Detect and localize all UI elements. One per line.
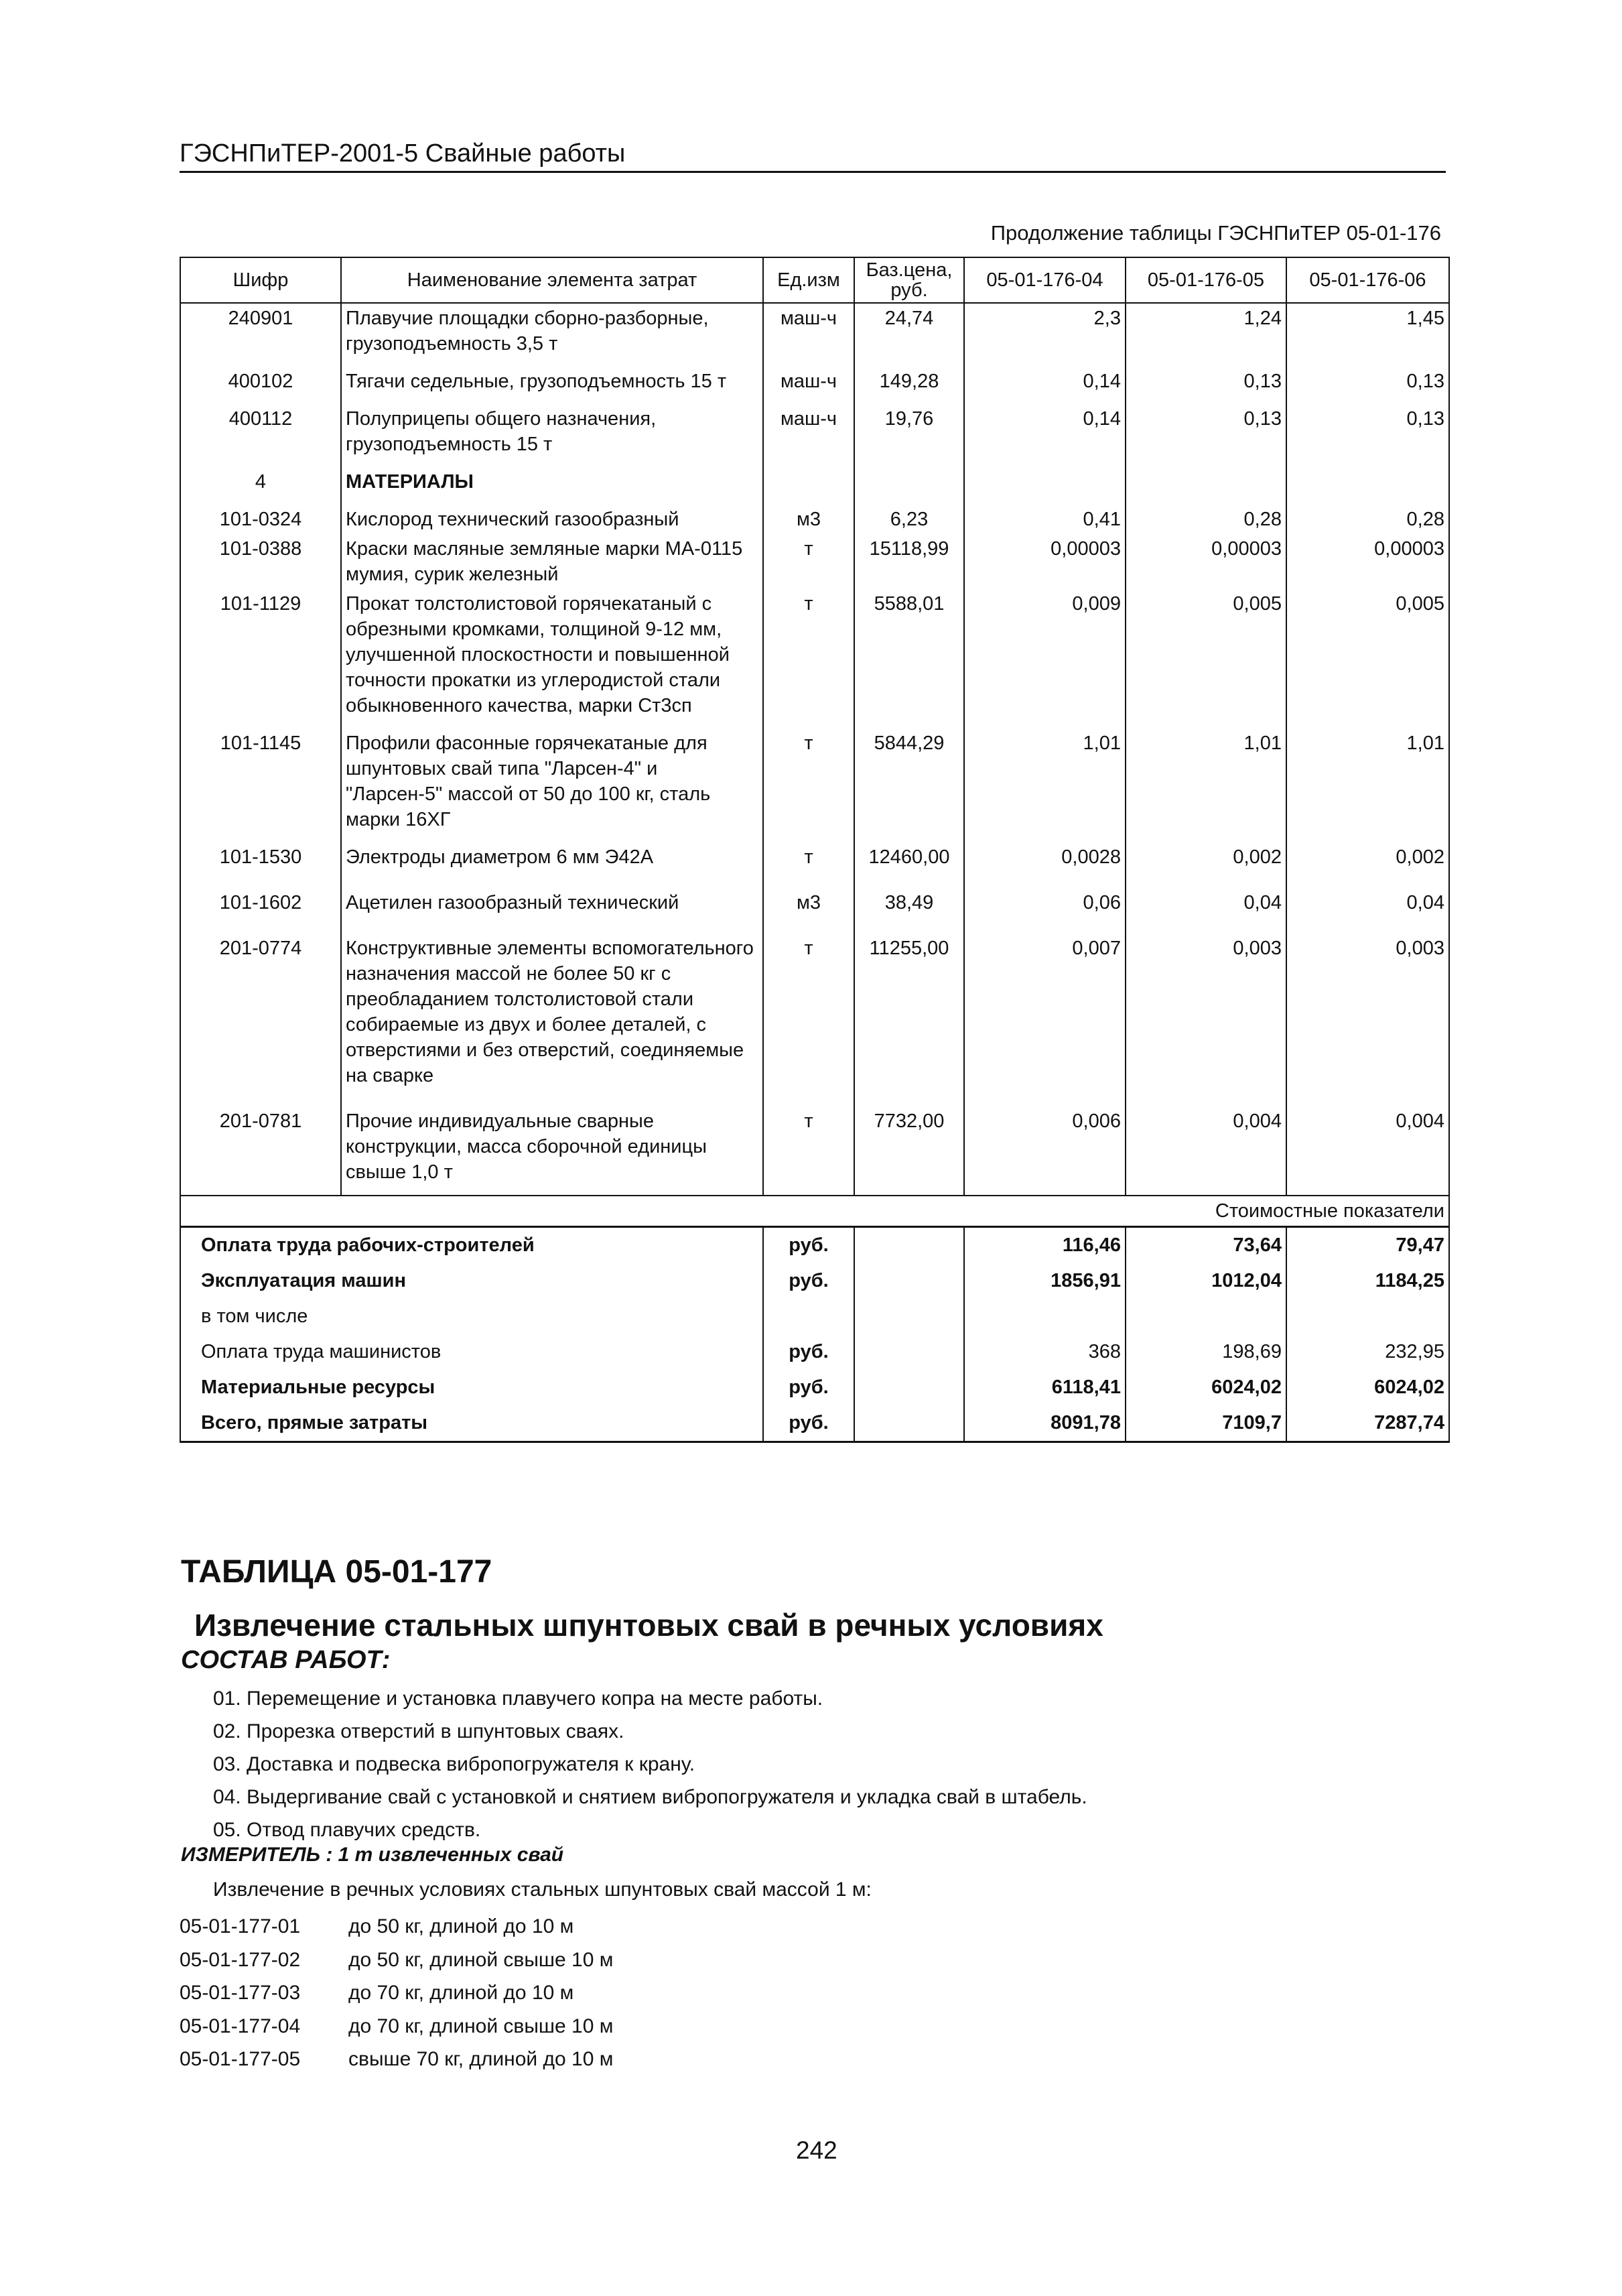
page-number: 242 (796, 2136, 837, 2164)
sostav-label: СОСТАВ РАБОТ: (181, 1646, 391, 1674)
row-value: 0,007 (964, 934, 1126, 1106)
row-value: 0,005 (1126, 589, 1286, 728)
row-price: 12460,00 (854, 842, 964, 888)
table-header-row (180, 257, 1449, 303)
work-item: 01. Перемещение и установка плавучего копра на месте работы. (213, 1687, 823, 1710)
row-code: 101-1602 (180, 888, 341, 934)
row-unit: т (763, 728, 854, 842)
row-value: 0,28 (1126, 505, 1286, 534)
cost-value: 6118,41 (964, 1370, 1126, 1405)
code-list (180, 1910, 613, 2076)
row-price: 149,28 (854, 367, 964, 404)
table-row (180, 888, 1449, 934)
cost-value: 79,47 (1286, 1227, 1449, 1264)
row-value: 0,14 (964, 404, 1126, 467)
cost-value: 368 (964, 1334, 1126, 1370)
row-value: 0,009 (964, 589, 1126, 728)
column-header: 05-01-176-06 (1286, 257, 1449, 303)
row-unit: м3 (763, 888, 854, 934)
row-code: 101-0324 (180, 505, 341, 534)
resource-table (180, 257, 1450, 1443)
cost-unit (763, 1299, 854, 1334)
row-unit: т (763, 589, 854, 728)
row-name: Тягачи седельные, грузоподъемность 15 т (341, 367, 763, 404)
column-header: 05-01-176-04 (964, 257, 1126, 303)
row-code: 240901 (180, 303, 341, 367)
row-code: 101-1129 (180, 589, 341, 728)
cost-value (1286, 1299, 1449, 1334)
row-unit: т (763, 534, 854, 589)
row-name: Электроды диаметром 6 мм Э42А (341, 842, 763, 888)
row-value: 0,006 (964, 1106, 1126, 1196)
row-price (854, 467, 964, 505)
row-value (964, 467, 1126, 505)
row-name: Прокат толстолистовой горячекатаный с обрезными кромками, толщиной 9-12 мм, улучшенной плоскостности и повышенной точности прокатки из углеродистой стали обыкновенного качества, марки Ст3сп (341, 589, 763, 728)
code-description: до 50 кг, длиной свыше 10 м (348, 1948, 614, 1971)
cost-value: 6024,02 (1126, 1370, 1286, 1405)
cost-row (180, 1263, 1449, 1299)
row-value: 1,01 (1126, 728, 1286, 842)
row-price: 6,23 (854, 505, 964, 534)
row-value: 1,01 (1286, 728, 1449, 842)
row-value: 0,13 (1126, 404, 1286, 467)
column-header: Ед.изм (763, 257, 854, 303)
row-price: 5588,01 (854, 589, 964, 728)
column-header: 05-01-176-05 (1126, 257, 1286, 303)
code-item (180, 1976, 613, 2010)
cost-value (964, 1299, 1126, 1334)
row-name: МАТЕРИАЛЫ (341, 467, 763, 505)
table-row (180, 534, 1449, 589)
row-value: 1,24 (1126, 303, 1286, 367)
code-number: 05-01-177-03 (180, 1982, 301, 2004)
row-price: 15118,99 (854, 534, 964, 589)
row-price: 7732,00 (854, 1106, 964, 1196)
row-value: 0,13 (1126, 367, 1286, 404)
row-value: 0,002 (1126, 842, 1286, 888)
row-value: 0,04 (1126, 888, 1286, 934)
row-value: 0,003 (1126, 934, 1286, 1106)
row-code: 201-0781 (180, 1106, 341, 1196)
row-value: 0,0028 (964, 842, 1126, 888)
row-price: 5844,29 (854, 728, 964, 842)
cost-name: Всего, прямые затраты (180, 1405, 763, 1442)
row-price: 19,76 (854, 404, 964, 467)
cost-name: Оплата труда машинистов (180, 1334, 763, 1370)
table-row (180, 1106, 1449, 1196)
row-code: 101-0388 (180, 534, 341, 589)
row-value: 0,003 (1286, 934, 1449, 1106)
row-value: 1,01 (964, 728, 1126, 842)
row-name: Кислород технический газообразный (341, 505, 763, 534)
table-row (180, 505, 1449, 534)
cost-value: 1012,04 (1126, 1263, 1286, 1299)
cost-blank-cell (854, 1405, 964, 1442)
table-body (180, 303, 1449, 1196)
row-name: Профили фасонные горячекатаные для шпунтовых свай типа "Ларсен-4" и "Ларсен-5" массой от 50 до 100 кг, сталь марки 16ХГ (341, 728, 763, 842)
row-code: 400112 (180, 404, 341, 467)
table-caption: Продолжение таблицы ГЭСНПиТЕР 05-01-176 (990, 221, 1441, 245)
row-value: 0,06 (964, 888, 1126, 934)
row-value: 1,45 (1286, 303, 1449, 367)
table-row (180, 367, 1449, 404)
work-item: 05. Отвод плавучих средств. (213, 1819, 481, 1841)
row-price: 24,74 (854, 303, 964, 367)
column-header: Шифр (180, 257, 341, 303)
work-item: 02. Прорезка отверстий в шпунтовых сваях. (213, 1720, 624, 1742)
works-list (213, 1682, 1087, 1846)
row-unit: маш-ч (763, 303, 854, 367)
row-unit: маш-ч (763, 367, 854, 404)
row-value: 0,005 (1286, 589, 1449, 728)
cost-value: 6024,02 (1286, 1370, 1449, 1405)
table-title: ТАБЛИЦА 05-01-177 (181, 1554, 492, 1590)
row-value (1126, 467, 1286, 505)
row-value: 0,004 (1286, 1106, 1449, 1196)
row-value: 0,00003 (1126, 534, 1286, 589)
cost-blank-cell (854, 1263, 964, 1299)
cost-row (180, 1299, 1449, 1334)
table-row (180, 467, 1449, 505)
code-number: 05-01-177-05 (180, 2048, 301, 2070)
measure-unit: ИЗМЕРИТЕЛЬ : 1 т извлеченных свай (181, 1844, 564, 1866)
row-name: Полуприцепы общего назначения, грузоподъемность 15 т (341, 404, 763, 467)
code-number: 05-01-177-04 (180, 2015, 301, 2037)
table-row (180, 728, 1449, 842)
row-unit: т (763, 1106, 854, 1196)
column-header: Баз.цена, руб. (854, 257, 964, 303)
row-name: Прочие индивидуальные сварные конструкции, масса сборочной единицы свыше 1,0 т (341, 1106, 763, 1196)
code-number: 05-01-177-02 (180, 1948, 301, 1971)
table-row (180, 589, 1449, 728)
row-price: 11255,00 (854, 934, 964, 1106)
cost-row (180, 1405, 1449, 1442)
cost-blank-cell (854, 1227, 964, 1264)
row-name: Краски масляные земляные марки МА-0115 мумия, сурик железный (341, 534, 763, 589)
code-description: свыше 70 кг, длиной до 10 м (348, 2048, 614, 2070)
cost-unit: руб. (763, 1405, 854, 1442)
row-name: Ацетилен газообразный технический (341, 888, 763, 934)
row-name: Конструктивные элементы вспомогательного назначения массой не более 50 кг с преобладанием толстолистовой стали собираемые из двух и более деталей, с отверстиями и без отверстий, соединяемые на сварке (341, 934, 763, 1106)
cost-row (180, 1227, 1449, 1264)
row-value: 0,004 (1126, 1106, 1286, 1196)
code-item (180, 1943, 613, 1977)
table-row (180, 404, 1449, 467)
cost-blank-cell (854, 1299, 964, 1334)
cost-name: Оплата труда рабочих-строителей (180, 1227, 763, 1264)
cost-value: 198,69 (1126, 1334, 1286, 1370)
row-value: 0,28 (1286, 505, 1449, 534)
cost-value (1126, 1299, 1286, 1334)
code-item (180, 1910, 613, 1943)
row-unit: т (763, 842, 854, 888)
measure-description: Извлечение в речных условиях стальных шпунтовых свай массой 1 м: (213, 1878, 872, 1901)
cost-value: 7109,7 (1126, 1405, 1286, 1442)
table-row (180, 934, 1449, 1106)
column-header: Наименование элемента затрат (341, 257, 763, 303)
row-unit: м3 (763, 505, 854, 534)
cost-name: Эксплуатация машин (180, 1263, 763, 1299)
row-value: 0,00003 (964, 534, 1126, 589)
table-row (180, 842, 1449, 888)
work-item: 03. Доставка и подвеска вибропогружателя к крану. (213, 1753, 695, 1775)
cost-value: 232,95 (1286, 1334, 1449, 1370)
row-unit (763, 467, 854, 505)
cost-indicators-label: Стоимостные показатели (180, 1196, 1449, 1227)
row-name: Плавучие площадки сборно-разборные, грузоподъемность 3,5 т (341, 303, 763, 367)
row-code: 400102 (180, 367, 341, 404)
row-value (1286, 467, 1449, 505)
cost-row (180, 1334, 1449, 1370)
cost-value: 1184,25 (1286, 1263, 1449, 1299)
cost-value: 8091,78 (964, 1405, 1126, 1442)
cost-blank-cell (854, 1334, 964, 1370)
row-unit: т (763, 934, 854, 1106)
cost-unit: руб. (763, 1263, 854, 1299)
cost-row (180, 1370, 1449, 1405)
row-code: 4 (180, 467, 341, 505)
running-header: ГЭСНПиТЕР-2001-5 Свайные работы (180, 139, 1446, 173)
row-code: 101-1145 (180, 728, 341, 842)
cost-unit: руб. (763, 1227, 854, 1264)
code-description: до 50 кг, длиной до 10 м (348, 1915, 574, 1937)
cost-value: 1856,91 (964, 1263, 1126, 1299)
cost-value: 7287,74 (1286, 1405, 1449, 1442)
cost-indicators-row (180, 1196, 1449, 1227)
cost-unit: руб. (763, 1334, 854, 1370)
cost-name: в том числе (180, 1299, 763, 1334)
row-value: 0,13 (1286, 404, 1449, 467)
cost-unit: руб. (763, 1370, 854, 1405)
row-value: 0,04 (1286, 888, 1449, 934)
work-item: 04. Выдергивание свай с установкой и снятием вибропогружателя и укладка свай в штабель. (213, 1786, 1087, 1808)
row-value: 0,002 (1286, 842, 1449, 888)
table-subtitle: Извлечение стальных шпунтовых свай в речных условиях (194, 1608, 1103, 1643)
cost-name: Материальные ресурсы (180, 1370, 763, 1405)
row-code: 201-0774 (180, 934, 341, 1106)
row-price: 38,49 (854, 888, 964, 934)
table-row (180, 303, 1449, 367)
cost-body (180, 1227, 1449, 1442)
row-unit: маш-ч (763, 404, 854, 467)
code-number: 05-01-177-01 (180, 1915, 301, 1937)
code-item (180, 2043, 613, 2076)
row-value: 0,00003 (1286, 534, 1449, 589)
code-description: до 70 кг, длиной до 10 м (348, 1982, 574, 2004)
row-value: 0,14 (964, 367, 1126, 404)
row-value: 0,13 (1286, 367, 1449, 404)
code-item (180, 2010, 613, 2043)
row-code: 101-1530 (180, 842, 341, 888)
cost-value: 73,64 (1126, 1227, 1286, 1264)
cost-value: 116,46 (964, 1227, 1126, 1264)
cost-blank-cell (854, 1370, 964, 1405)
code-description: до 70 кг, длиной свыше 10 м (348, 2015, 614, 2037)
row-value: 0,41 (964, 505, 1126, 534)
row-value: 2,3 (964, 303, 1126, 367)
